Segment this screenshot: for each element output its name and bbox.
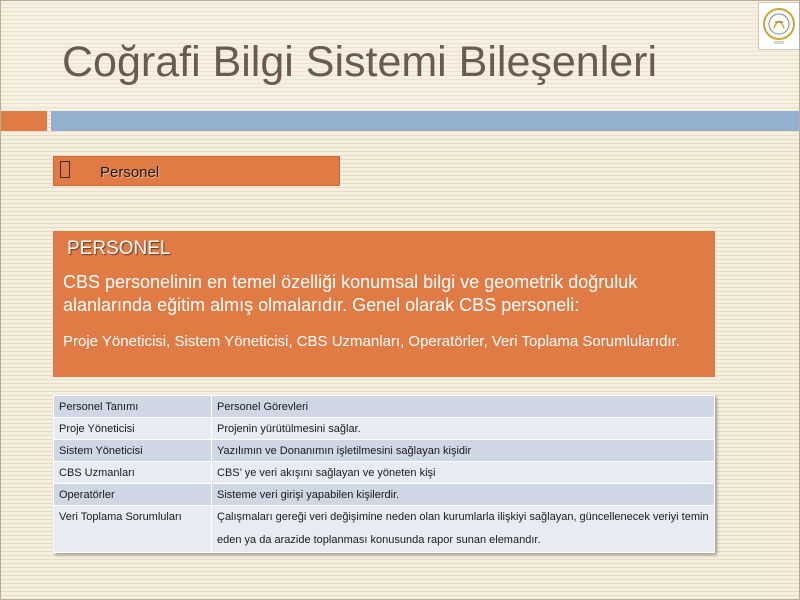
table-header-row	[54, 396, 715, 418]
table-cell: Sistem Yöneticisi	[54, 440, 212, 462]
info-box-roles-line: Proje Yöneticisi, Sistem Yöneticisi, CBS Uzmanları, Operatörler, Veri Toplama Sorumlularıdır.	[63, 333, 680, 350]
info-box-heading: PERSONEL	[67, 238, 171, 259]
university-seal-logo	[758, 2, 800, 50]
table-cell: Projenin yürütülmesini sağlar.	[212, 418, 715, 440]
table-cell: Çalışmaları gereği veri değişimine neden olan kurumlarla ilişkiyi sağlayan, güncellenecek veriyi temin eden ya da arazide toplanması konusunda rapor sunan elemandır.	[212, 506, 715, 553]
table-row	[54, 418, 715, 440]
table-row	[54, 440, 715, 462]
bullet-text: Personel	[100, 164, 160, 181]
table-cell: Proje Yöneticisi	[54, 418, 212, 440]
table-header-cell: Personel Görevleri	[212, 396, 715, 418]
table-header-cell: Personel Tanımı	[54, 396, 212, 418]
table-row	[54, 484, 715, 506]
table-cell: CBS’ ye veri akışını sağlayan ve yöneten kişi	[212, 462, 715, 484]
bullet-square-icon	[60, 161, 70, 178]
table-cell: Yazılımın ve Donanımın işletilmesini sağlayan kişidir	[212, 440, 715, 462]
bullet-item-personel	[53, 156, 340, 186]
slide-title: Coğrafi Bilgi Sistemi Bileşenleri	[62, 38, 658, 86]
table-cell: Sisteme veri girişi yapabilen kişilerdir.	[212, 484, 715, 506]
table-cell: CBS Uzmanları	[54, 462, 212, 484]
accent-bar-orange	[0, 111, 47, 131]
table-cell: Operatörler	[54, 484, 212, 506]
info-box-paragraph: CBS personelinin en temel özelliği konumsal bilgi ve geometrik doğruluk alanlarında eğitim almış olmalarıdır. Genel olarak CBS personeli:	[63, 272, 638, 315]
table-row	[54, 506, 715, 553]
table-row	[54, 462, 715, 484]
seal-icon	[762, 6, 796, 46]
table-cell: Veri Toplama Sorumluları	[54, 506, 212, 553]
accent-bar-blue	[51, 111, 800, 131]
personel-table	[53, 395, 715, 553]
personel-info-box	[53, 231, 715, 377]
